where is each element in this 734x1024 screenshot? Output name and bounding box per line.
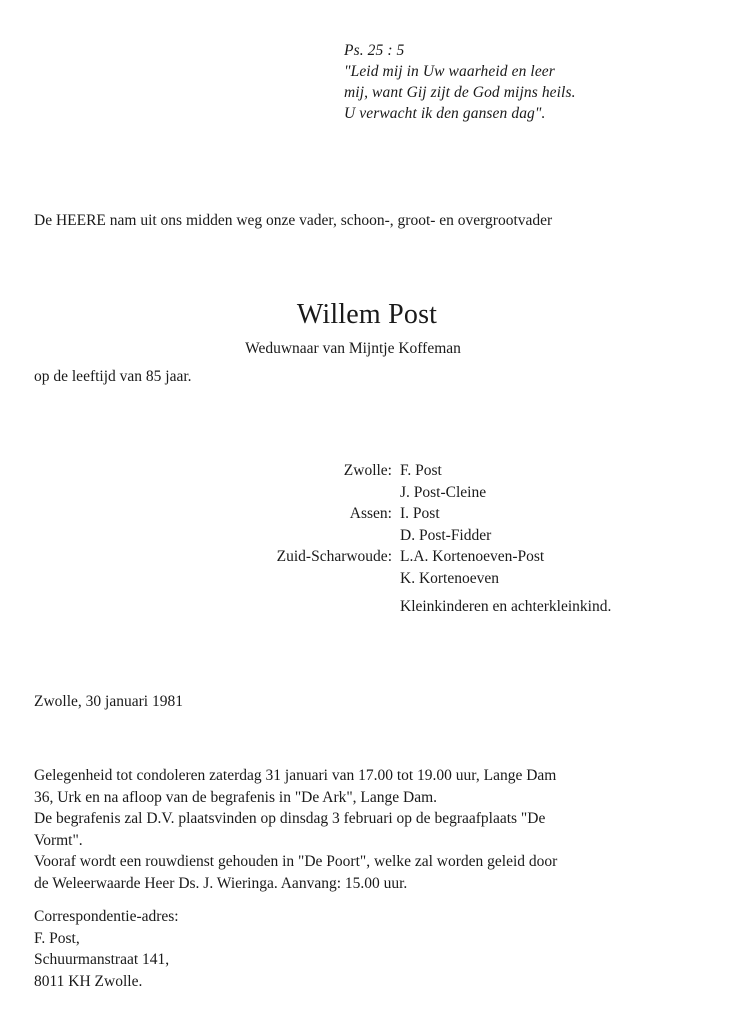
correspondence-address [34,906,179,992]
address-label: Correspondentie-adres: [34,908,179,925]
family-row [0,462,734,484]
family-row [0,505,734,527]
psalm-verse [344,40,684,124]
widower-line: Weduwnaar van Mijntje Koffeman [245,340,461,357]
info-line: 36, Urk en na afloop van de begrafenis in "De Ark", Lange Dam. [34,788,438,806]
verse-reference: Ps. 25 : 5 [344,42,405,59]
family-person: F. Post [400,462,442,479]
family-row [0,527,734,549]
info-line: Gelegenheid tot condoleren zaterdag 31 januari van 17.00 tot 19.00 uur, Lange Dam [34,767,557,784]
address-line: F. Post, [34,929,80,947]
family-place: Assen: [349,505,392,523]
info-line: Vooraf wordt een rouwdienst gehouden in "De Poort", welke zal worden geleid door [34,853,558,871]
address-line: 8011 KH Zwolle. [34,972,143,990]
family-row [0,484,734,506]
info-line: Vormt". [34,831,83,849]
family-list [0,462,734,592]
family-person: J. Post-Cleine [400,483,487,501]
age-line: op de leeftijd van 85 jaar. [34,368,192,385]
dateline: Zwolle, 30 januari 1981 [34,693,183,710]
verse-line: mij, want Gij zijt de God mijns heils. [344,84,576,101]
family-person: L.A. Kortenoeven-Post [400,548,545,566]
family-row [0,548,734,570]
family-place: Zuid-Scharwoude: [276,548,392,566]
funeral-info [34,765,714,895]
verse-line: "Leid mij in Uw waarheid en leer [344,63,555,80]
family-place: Zwolle: [343,462,392,479]
verse-line: U verwacht ik den gansen dag". [344,105,546,122]
deceased-name: Willem Post [296,299,438,330]
address-line: Schuurmanstraat 141, [34,951,170,969]
family-person: D. Post-Fidder [400,526,492,544]
grandchildren-line: Kleinkinderen en achterkleinkind. [400,598,612,615]
family-person: I. Post [400,505,440,523]
announcement-intro: De HEERE nam uit ons midden weg onze vader, schoon-, groot- en overgrootvader [34,212,553,229]
family-row [0,570,734,592]
info-line: De begrafenis zal D.V. plaatsvinden op dinsdag 3 februari op de begraafplaats "De [34,810,546,828]
family-person: K. Kortenoeven [400,569,499,587]
info-line: de Weleerwaarde Heer Ds. J. Wieringa. Aanvang: 15.00 uur. [34,874,408,892]
